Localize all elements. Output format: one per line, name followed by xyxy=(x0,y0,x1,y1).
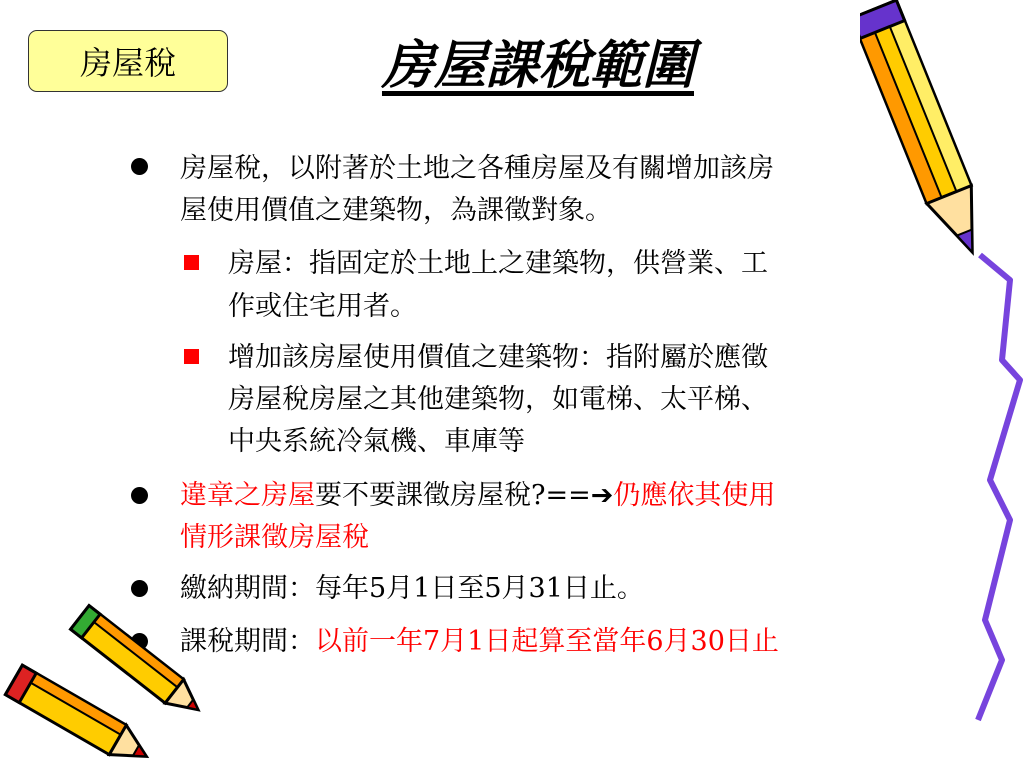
bullet-3-line-1: 繳納期間：每年5月1日至5月31日止。 xyxy=(180,573,644,604)
bullet-1-line-1: 房屋稅，以附著於土地之各種房屋及有關增加該房 xyxy=(180,153,774,184)
tax-period-label: 課稅期間： xyxy=(180,626,315,657)
sub-bullet-2-line-3: 中央系統冷氣機、車庫等 xyxy=(228,426,525,457)
section-tag xyxy=(28,30,228,92)
sub-bullet-2-line-2: 房屋稅房屋之其他建築物，如電梯、太平梯、 xyxy=(228,384,768,415)
pencil-icon xyxy=(0,600,220,768)
bullet-2-line-1 xyxy=(180,477,775,515)
arrow-icon: ➔ xyxy=(590,480,614,511)
tax-period-value: 以前一年7月1日起算至當年6月30日止 xyxy=(315,626,779,657)
sub-bullet-square xyxy=(184,349,199,364)
sub-bullet-2-line-1: 增加該房屋使用價值之建築物：指附屬於應徵 xyxy=(228,342,768,373)
sub-bullet-square xyxy=(184,255,199,270)
bullet-4-line-1 xyxy=(180,623,779,661)
answer-text-1: 仍應依其使用 xyxy=(613,480,776,511)
bullet-2-line-2: 情形課徵房屋稅 xyxy=(180,522,369,553)
bullet-1-line-2: 屋使用價值之建築物，為課徵對象。 xyxy=(180,195,612,226)
sub-bullet-1-line-1: 房屋：指固定於土地上之建築物，供營業、工 xyxy=(228,248,768,279)
question-text: 要不要課徵房屋稅?== xyxy=(315,480,591,511)
section-tag-label: 房屋稅 xyxy=(79,44,176,82)
illegal-building-label: 違章之房屋 xyxy=(180,480,315,511)
slide-title: 房屋課稅範圍 xyxy=(381,35,694,96)
pencil-icon xyxy=(860,0,1024,768)
sub-bullet-1-line-2: 作或住宅用者。 xyxy=(228,291,417,322)
bullet-dot xyxy=(131,487,148,504)
bullet-dot xyxy=(131,580,148,597)
bullet-dot xyxy=(131,158,148,175)
